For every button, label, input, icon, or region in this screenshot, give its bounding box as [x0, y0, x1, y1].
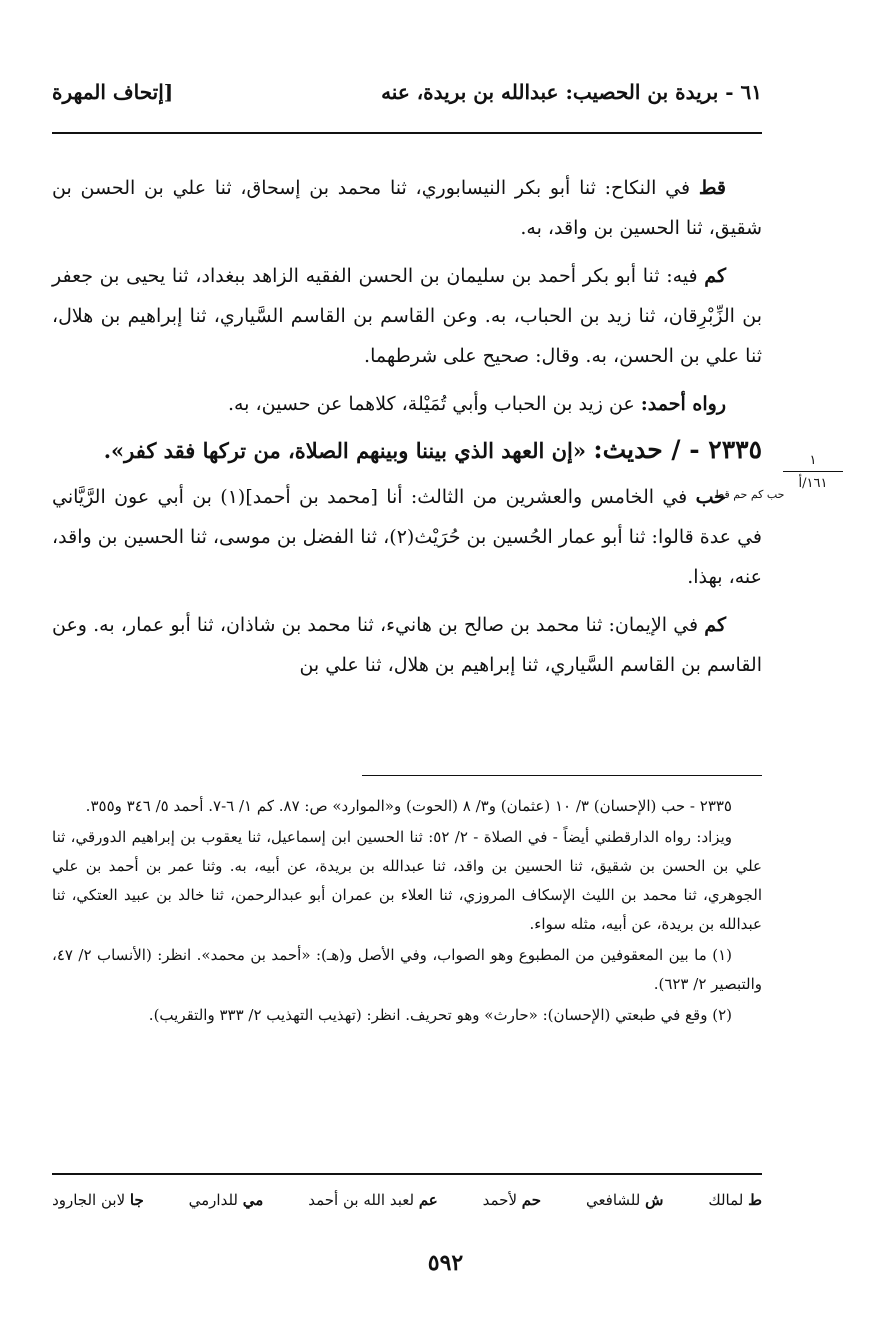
- margin-note-top: ١: [809, 453, 817, 468]
- paragraph-hakim: [52, 256, 762, 376]
- paragraph-text: عن زيد بن الحباب وأبي تُمَيْلة، كلاهما عن حسين، به.: [227, 393, 641, 415]
- paragraph-ahmad: [52, 384, 762, 424]
- manuscript-margin-note: [783, 452, 843, 492]
- footnotes: [52, 792, 762, 1032]
- margin-note-bottom: ١٦١/أ: [798, 476, 828, 491]
- main-text: [52, 168, 762, 693]
- book-title: [إتحاف المهرة: [52, 80, 174, 104]
- legend-item: جا لابن الجارود: [52, 1191, 144, 1209]
- legend-item: ط لمالك: [708, 1191, 762, 1209]
- chapter-title: ٦١ - بريدة بن الحصيب: عبدالله بن بريدة، عنه: [381, 80, 762, 104]
- hadith-sigla: حب كم حم قط: [714, 488, 785, 501]
- paragraph-text: في الخامس والعشرين من الثالث: أنا [محمد بن أحمد](١) بن أبي عون الرَّيَّاني في عدة قالوا: ثنا أبو عمار الحُسين بن حُرَيْث(٢)، ثنا الفضل بن موسى، ثنا الحسين بن واقد، عنه، بهذا.: [52, 486, 762, 588]
- header-divider: [52, 132, 762, 134]
- paragraph-hakim-iman: [52, 605, 762, 685]
- paragraph-daraqutni: [52, 168, 762, 248]
- running-header: [52, 80, 762, 120]
- paragraph-ibn-hibban: [52, 477, 762, 597]
- footnote-addition: ويزاد: رواه الدارقطني أيضاً - في الصلاة - ٢/ ٥٢: ثنا الحسين ابن إسماعيل، ثنا يعقوب بن إبراهيم الدورقي، ثنا علي بن الحسن بن شقيق، ثنا الحسين بن واقد، ثنا عبدالله بن بريدة، عن أبيه، به. وثنا عمر بن أحمد بن علي الجوهري، ثنا محمد بن الليث الإسكاف المروزي، ثنا العلاء بن عمران أبو عبدالرحمن، ثنا خالد بن عبيد العتكي، ثنا عبدالله بن بريدة، عن أبيه، مثله سواء.: [52, 828, 762, 933]
- source-code: كم: [704, 614, 726, 636]
- hadith-number: ٢٣٣٥ - / حديث:: [593, 435, 762, 464]
- footnote-1: (١) ما بين المعقوفين من المطبوع وهو الصواب، وفي الأصل و(هـ): «أحمد بن محمد». انظر: (الأنساب ٢/ ٤٧، والتبصير ٢/ ٦٢٣).: [52, 946, 762, 993]
- paragraph-text: في الإيمان: ثنا محمد بن صالح بن هانيء، ثنا محمد بن شاذان، ثنا أبو عمار، به. وعن القاسم بن القاسم السَّياري، ثنا إبراهيم بن هلال، ثنا علي بن: [52, 614, 762, 676]
- source-code: رواه أحمد:: [640, 393, 726, 415]
- source-code: حب: [695, 486, 726, 508]
- paragraph-text: فيه: ثنا أبو بكر أحمد بن سليمان بن الحسن الفقيه الزاهد ببغداد، ثنا يحيى بن جعفر بن الزِّبْرِقان، ثنا زيد بن الحباب، به. وعن القاسم بن القاسم السَّياري، ثنا إبراهيم بن هلال، ثنا علي بن الحسن، به. وقال: صحيح على شرطهما.: [52, 265, 762, 367]
- legend-item: حم لأحمد: [482, 1191, 542, 1209]
- legend-item: ش للشافعي: [585, 1191, 664, 1209]
- margin-note-rule: [783, 471, 843, 472]
- hadith-heading: [52, 432, 762, 469]
- footnote-2: (٢) وقع في طبعتي (الإحسان): «حارث» وهو تحريف. انظر: (تهذيب التهذيب ٢/ ٣٣٣ والتقريب).: [148, 1006, 732, 1024]
- hadith-text: «إن العهد الذي بيننا وبينهم الصلاة، من تركها فقد كفر».: [103, 438, 594, 463]
- legend-divider: [52, 1173, 762, 1175]
- source-code: كم: [704, 265, 726, 287]
- source-code: قط: [698, 177, 726, 199]
- page-number: ٥٩٢: [427, 1250, 464, 1276]
- sigla-legend: [52, 1191, 762, 1209]
- legend-item: عم لعبد الله بن أحمد: [308, 1191, 438, 1209]
- footnote-references: ٢٣٣٥ - حب (الإحسان) ٣/ ١٠ (عثمان) و٣/ ٨ (الحوت) و«الموارد» ص: ٨٧. كم ١/ ٦-٧. أحمد ٥/ ٣٤٦ و٣٥٥.: [85, 797, 732, 815]
- paragraph-text: في النكاح: ثنا أبو بكر النيسابوري، ثنا محمد بن إسحاق، ثنا علي بن الحسن بن شقيق، ثنا الحسين بن واقد، به.: [52, 177, 762, 239]
- footnote-divider: [362, 775, 762, 776]
- legend-item: مي للدارمي: [188, 1191, 264, 1209]
